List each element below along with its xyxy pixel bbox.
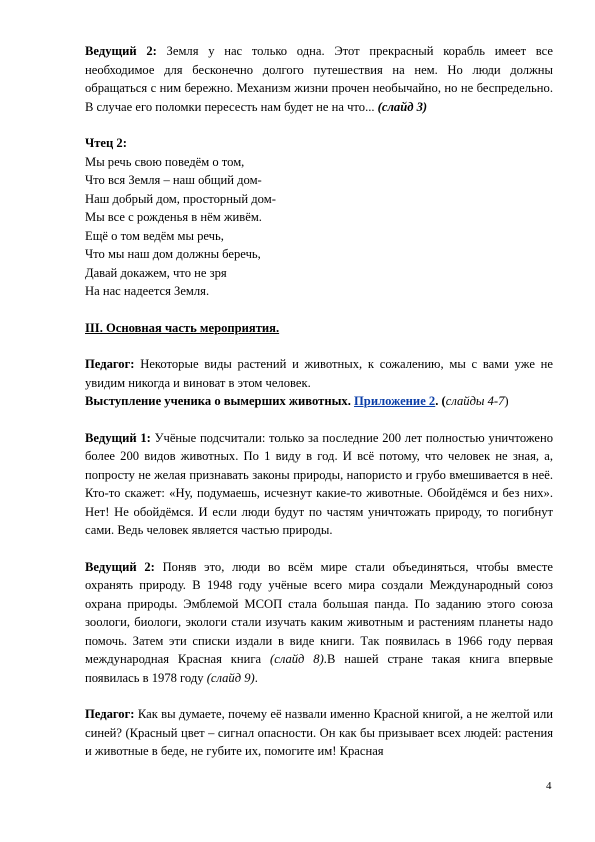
poem-block xyxy=(85,134,553,301)
speaker-label: Педагог: xyxy=(85,357,135,371)
speaker-label: Педагог: xyxy=(85,707,135,721)
poem-line: На нас надеется Земля. xyxy=(85,284,210,298)
poem-line: Мы все с рожденья в нём живём. xyxy=(85,210,262,224)
slide-reference: (слайд 3) xyxy=(377,99,428,114)
paragraph-text: . ( xyxy=(435,394,446,408)
paragraph-teacher-2 xyxy=(85,705,553,761)
poem-line: Ещё о том ведём мы речь, xyxy=(85,228,224,243)
speaker-label: Ведущий 2: xyxy=(85,559,155,574)
paragraph-teacher-1 xyxy=(85,355,553,392)
paragraph-text: Как вы думаете, почему её назвали именно Красной книгой, а не желтой или синей? (Красный цвет – сигнал опасности. Он как бы призывает всех людей: растения и животные в беде, не губите их, помогите им! Красная xyxy=(85,707,553,758)
paragraph-text: .В нашей стране такая книга впервые появилась в 1978 году xyxy=(85,652,553,685)
poem-line: Мы речь свою поведём о том, xyxy=(85,154,245,169)
paragraph-text: Поняв это, люди во всём мире стали объединяться, чтобы вместе охранять природу. В 1948 году учёные всего мира создали Международный союз охрана природы. Эмблемой МСОП стала большая панда. По заданию этого союза зоологи, биологи, экологи стали изучать каким животным и растениям планеты надо помочь. Затем эти списки издали в виде книги. Так появилась в 1966 году первая международная Красная книга xyxy=(85,559,553,666)
poem-line: Наш добрый дом, просторный дом- xyxy=(85,191,276,206)
paragraph-host2-intro xyxy=(85,42,553,116)
paragraph-text: Выступление ученика о вымерших животных. xyxy=(85,394,355,408)
paragraph-host2-union xyxy=(85,558,553,688)
speaker-label: Чтец 2: xyxy=(85,136,127,150)
poem-line: Что мы наш дом должны беречь, xyxy=(85,247,261,261)
paragraph-text: ) xyxy=(504,394,509,408)
poem-line: Что вся Земля – наш общий дом- xyxy=(85,173,262,187)
paragraph-host1 xyxy=(85,429,553,540)
slide-reference: слайды 4-7 xyxy=(445,394,505,408)
paragraph-text: . xyxy=(254,670,258,685)
speaker-label: Ведущий 1: xyxy=(85,430,151,445)
poem-line: Давай докажем, что не зря xyxy=(85,265,227,280)
slide-reference: (слайд 8) xyxy=(270,652,324,666)
slide-reference: (слайд 9) xyxy=(206,670,255,685)
appendix-link[interactable]: Приложение 2 xyxy=(354,394,436,408)
page-content xyxy=(85,42,553,761)
speaker-label: Ведущий 2: xyxy=(85,44,157,58)
paragraph-text: Земля у нас только одна. Этот прекрасный корабль имеет все необходимое для бесконечно долгого путешествия на нем. Но люди должны обращаться с ним бережно. Механизм жизни прочен необычайно, но не беспредельно. В случае его поломки пересесть нам будет не на что... xyxy=(85,44,553,114)
paragraph-text: Некоторые виды растений и животных, к сожалению, мы с вами уже не увидим никогда и виноват в этом человек. xyxy=(85,357,553,390)
paragraph-student-talk xyxy=(85,392,553,411)
page-number: 4 xyxy=(546,780,552,792)
paragraph-text: Учёные подсчитали: только за последние 200 лет полностью уничтожено более 200 видов животных. По 1 виду в год. И всё потому, что человек не зная, а, попросту не желая признавать законы природы, напористо и грубо вмешивается в неё. Кто-то скажет: «Ну, подумаешь, исчезнут какие-то животные. Обойдёмся и без них». Нет! Не обойдёмся. И если люди будут по частям уничтожать природу, то погибнут сами. Ведь человек является частью природы. xyxy=(85,430,553,537)
section-heading: III. Основная часть мероприятия. xyxy=(85,320,280,335)
